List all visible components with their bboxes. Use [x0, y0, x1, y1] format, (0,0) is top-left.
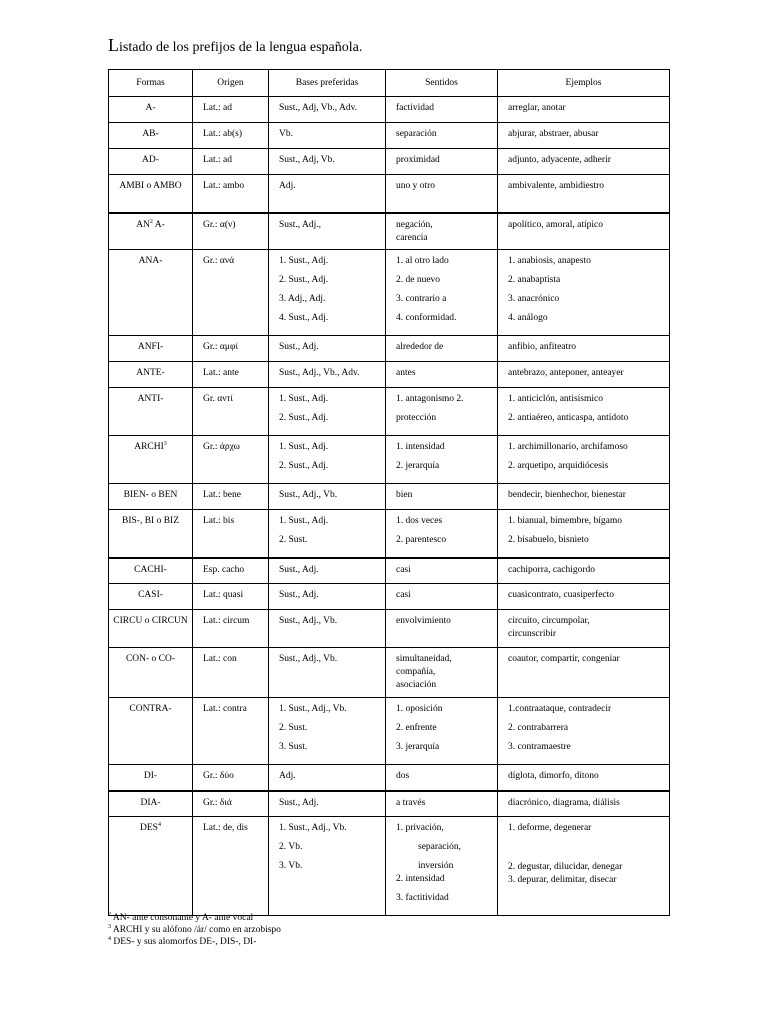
ejemplos-line: apolítico, amoral, atípico	[508, 219, 603, 230]
forma-text: AD-	[142, 155, 159, 165]
ejemplos-line: cuasicontrato, cuasiperfecto	[508, 590, 615, 600]
cell-ejemplos	[498, 509, 670, 558]
cell-origen: Lat.: ad	[193, 97, 269, 123]
table-row	[109, 213, 670, 250]
footnote-text: ARCHI y su alófono /ár/ como en arzobispo	[111, 925, 281, 935]
cell-forma	[109, 97, 193, 123]
cell-ejemplos	[498, 335, 670, 361]
cell-sentidos	[386, 361, 498, 387]
table-row	[109, 817, 670, 916]
forma-text: CASI-	[138, 590, 163, 600]
header-bases: Bases preferidas	[269, 70, 386, 97]
table-row	[109, 509, 670, 558]
bases-line: Sust., Adj, Vb., Adv.	[279, 103, 358, 113]
ejemplos-line: 1. anticiclón, antisísmico	[508, 393, 603, 404]
sentidos-line: 2. enfrente	[396, 723, 437, 733]
cell-bases	[269, 791, 386, 817]
cell-sentidos	[386, 97, 498, 123]
ejemplos-line: 3. contramaestre	[508, 742, 571, 752]
cell-origen: Gr.: αμφί	[193, 335, 269, 361]
cell-forma	[109, 791, 193, 817]
bases-line: Adj.	[279, 771, 296, 781]
cell-bases	[269, 648, 386, 698]
sentidos-line: 2. de nuevo	[396, 274, 441, 285]
cell-origen: Gr. αντί	[193, 387, 269, 435]
cell-bases	[269, 249, 386, 335]
cell-origen: Lat.: bis	[193, 509, 269, 558]
cell-sentidos	[386, 584, 498, 610]
forma-text: AB-	[142, 129, 159, 139]
cell-origen: Lat.: quasi	[193, 584, 269, 610]
cell-forma	[109, 387, 193, 435]
sentidos-line: 1. intensidad	[396, 441, 445, 452]
table-row	[109, 483, 670, 509]
forma-text: ANA-	[138, 255, 163, 266]
sentidos-line: asociación	[396, 680, 437, 690]
cell-forma	[109, 610, 193, 648]
cell-bases	[269, 610, 386, 648]
cell-bases	[269, 435, 386, 483]
cell-sentidos	[386, 387, 498, 435]
footnote	[108, 912, 281, 924]
ejemplos-line: antebrazo, anteponer, anteayer	[508, 367, 624, 378]
cell-forma	[109, 175, 193, 213]
ejemplos-line: coautor, compartir, congeniar	[508, 654, 620, 664]
ejemplos-line: bendecir, bienhechor, bienestar	[508, 489, 626, 500]
ejemplos-line: díglota, dimorfo, dítono	[508, 771, 599, 781]
bases-line: Sust., Adj.,	[279, 219, 321, 230]
cell-forma	[109, 361, 193, 387]
cell-bases	[269, 483, 386, 509]
bases-line: Sust., Adj, Vb.	[279, 155, 335, 165]
ejemplos-line: 3. depurar, delimitar, disecar	[508, 875, 617, 885]
ejemplos-line: circunscribir	[508, 629, 557, 639]
cell-bases	[269, 509, 386, 558]
forma-text: AN	[136, 219, 150, 230]
bases-line: 2. Sust., Adj.	[279, 412, 329, 423]
bases-line: 4. Sust., Adj.	[279, 312, 329, 323]
cell-forma	[109, 698, 193, 765]
footnote	[108, 924, 281, 936]
sentidos-line: 2. parentesco	[396, 534, 447, 545]
cell-sentidos	[386, 765, 498, 791]
forma-text: CIRCU o CIRCUN	[113, 616, 188, 626]
cell-origen: Lat.: con	[193, 648, 269, 698]
table-row	[109, 361, 670, 387]
cell-forma	[109, 435, 193, 483]
footnote-ref: 4	[157, 821, 161, 828]
bases-line: 1. Sust., Adj., Vb.	[279, 704, 347, 714]
bases-line: 1. Sust., Adj.	[279, 255, 329, 266]
ejemplos-line: 3. anacrónico	[508, 293, 560, 304]
footnote-ref: 2	[149, 218, 153, 225]
cell-forma	[109, 648, 193, 698]
sentidos-line: casi	[396, 564, 411, 575]
cell-forma	[109, 558, 193, 584]
sentidos-line: 1. al otro lado	[396, 255, 449, 266]
cell-ejemplos	[498, 558, 670, 584]
sentidos-line: separación	[396, 129, 437, 139]
table-header-row	[109, 70, 670, 97]
ejemplos-line: 2. arquetipo, arquidiócesis	[508, 460, 609, 471]
bases-line: Adj.	[279, 181, 296, 191]
cell-bases	[269, 213, 386, 250]
forma-suffix: A-	[152, 219, 165, 230]
footnote-ref: 3	[163, 440, 167, 447]
cell-sentidos	[386, 483, 498, 509]
ejemplos-line: anfibio, anfiteatro	[508, 341, 577, 352]
cell-bases	[269, 97, 386, 123]
sentidos-line: proximidad	[396, 155, 440, 165]
ejemplos-line: arreglar, anotar	[508, 103, 566, 113]
cell-forma	[109, 817, 193, 916]
cell-origen: Lat.: ad	[193, 149, 269, 175]
sentidos-line: protección	[396, 412, 437, 423]
cell-sentidos	[386, 610, 498, 648]
sentidos-line: carencia	[396, 232, 428, 243]
cell-forma	[109, 509, 193, 558]
header-ejemplos: Ejemplos	[498, 70, 670, 97]
sentidos-line: 1. dos veces	[396, 515, 443, 526]
bases-line: 1. Sust., Adj.	[279, 515, 329, 526]
forma-text: BIS-, BI o BIZ	[122, 515, 179, 526]
footnote	[108, 936, 281, 948]
cell-sentidos	[386, 213, 498, 250]
sentidos-line: 1. privación,	[396, 823, 444, 833]
cell-forma	[109, 213, 193, 250]
bases-line: 1. Sust., Adj.	[279, 441, 329, 452]
cell-origen: Lat.: de, dis	[193, 817, 269, 916]
cell-origen: Lat.: contra	[193, 698, 269, 765]
cell-ejemplos	[498, 584, 670, 610]
cell-origen: Gr.: α(ν)	[193, 213, 269, 250]
bases-line: Sust., Adj.	[279, 590, 319, 600]
footnote-number: 4	[108, 935, 111, 942]
bases-line: Sust., Adj.	[279, 564, 319, 575]
cell-bases	[269, 387, 386, 435]
table-row	[109, 175, 670, 213]
bases-line: Sust., Adj., Vb., Adv.	[279, 367, 360, 378]
cell-forma	[109, 149, 193, 175]
cell-ejemplos	[498, 817, 670, 916]
bases-line: 3. Vb.	[279, 861, 303, 871]
table-row	[109, 791, 670, 817]
forma-text: ARCHI	[134, 441, 164, 452]
sentidos-line: 3. contrario a	[396, 293, 447, 304]
bases-line: Sust., Adj.	[279, 341, 319, 352]
sentidos-line: 1. oposición	[396, 704, 443, 714]
cell-sentidos	[386, 817, 498, 916]
footnote-number: 2	[108, 911, 111, 918]
bases-line: 2. Vb.	[279, 842, 303, 852]
title-initial: L	[108, 35, 119, 55]
cell-origen: Esp. cacho	[193, 558, 269, 584]
sentidos-line: casi	[396, 590, 411, 600]
forma-text: BIEN- o BEN	[123, 489, 178, 500]
forma-text: CONTRA-	[129, 704, 172, 714]
cell-bases	[269, 558, 386, 584]
sentidos-line: simultaneidad,	[396, 654, 452, 664]
forma-text: A-	[145, 103, 156, 113]
sentidos-line: 2. intensidad	[396, 874, 445, 884]
header-formas: Formas	[109, 70, 193, 97]
ejemplos-line: 1. deforme, degenerar	[508, 823, 592, 833]
forma-text: ANTE-	[136, 367, 165, 378]
cell-ejemplos	[498, 387, 670, 435]
forma-text: DES	[140, 823, 158, 833]
cell-origen: Gr.: δύο	[193, 765, 269, 791]
spacer	[508, 841, 666, 861]
cell-ejemplos	[498, 175, 670, 213]
footnote-number: 3	[108, 923, 111, 930]
table-row	[109, 765, 670, 791]
footnotes	[108, 912, 281, 948]
cell-sentidos	[386, 149, 498, 175]
header-origen: Origen	[193, 70, 269, 97]
table-row	[109, 335, 670, 361]
bases-line: 3. Adj., Adj.	[279, 293, 326, 304]
bases-line: Sust., Adj., Vb.	[279, 654, 338, 664]
cell-sentidos	[386, 791, 498, 817]
cell-sentidos	[386, 509, 498, 558]
cell-origen: Lat.: ambo	[193, 175, 269, 213]
cell-origen: Gr.: διά	[193, 791, 269, 817]
ejemplos-line: 1. anabiosis, anapesto	[508, 255, 591, 266]
cell-bases	[269, 584, 386, 610]
ejemplos-line: circuito, circumpolar,	[508, 616, 590, 626]
footnote-text: AN- ante consonante y A- ante vocal	[111, 913, 254, 923]
cell-forma	[109, 249, 193, 335]
page-title	[108, 35, 362, 56]
sentidos-line: 2. jerarquía	[396, 460, 440, 471]
cell-bases	[269, 123, 386, 149]
cell-sentidos	[386, 335, 498, 361]
cell-ejemplos	[498, 698, 670, 765]
table-row	[109, 387, 670, 435]
sentidos-line: inversión	[418, 861, 454, 871]
bases-line: 2. Sust., Adj.	[279, 460, 329, 471]
bases-line: 2. Sust., Adj.	[279, 274, 329, 285]
cell-ejemplos	[498, 123, 670, 149]
cell-sentidos	[386, 698, 498, 765]
forma-text: DI-	[143, 771, 158, 781]
table-row	[109, 648, 670, 698]
cell-bases	[269, 698, 386, 765]
sentidos-line: 3. factitividad	[396, 893, 449, 903]
sentidos-line: 1. antagonismo 2.	[396, 393, 464, 404]
sentidos-line: uno y otro	[396, 181, 436, 191]
cell-forma	[109, 765, 193, 791]
ejemplos-line: adjunto, adyacente, adherir	[508, 155, 611, 165]
table-row	[109, 584, 670, 610]
ejemplos-line: 2. degustar, dilucidar, denegar	[508, 862, 623, 872]
sentidos-line: a través	[396, 797, 426, 808]
table-row	[109, 149, 670, 175]
bases-line: Vb.	[279, 129, 293, 139]
sentidos-line: 3. jerarquía	[396, 742, 440, 752]
cell-sentidos	[386, 249, 498, 335]
cell-sentidos	[386, 435, 498, 483]
cell-origen: Gr.: άρχω	[193, 435, 269, 483]
bases-line: 1. Sust., Adj.	[279, 393, 329, 404]
cell-forma	[109, 483, 193, 509]
cell-bases	[269, 817, 386, 916]
cell-ejemplos	[498, 213, 670, 250]
cell-ejemplos	[498, 791, 670, 817]
cell-bases	[269, 765, 386, 791]
sentidos-line: compañía,	[396, 667, 436, 677]
forma-text: AMBI o AMBO	[119, 181, 182, 191]
cell-origen: Gr.: ανά	[193, 249, 269, 335]
sentidos-line: separación,	[418, 842, 461, 852]
cell-ejemplos	[498, 610, 670, 648]
header-sentidos: Sentidos	[386, 70, 498, 97]
forma-text: ANTI-	[137, 393, 164, 404]
sentidos-line: negación,	[396, 219, 433, 230]
cell-ejemplos	[498, 149, 670, 175]
cell-ejemplos	[498, 361, 670, 387]
table-row	[109, 698, 670, 765]
forma-text: DIA-	[140, 797, 161, 808]
bases-line: 2. Sust.	[279, 534, 308, 545]
bases-line: Sust., Adj., Vb.	[279, 616, 338, 626]
ejemplos-line: 2. antiaéreo, anticaspa, antídoto	[508, 412, 629, 423]
cell-ejemplos	[498, 483, 670, 509]
forma-text: ANFI-	[137, 341, 164, 352]
table-row	[109, 610, 670, 648]
ejemplos-line: abjurar, abstraer, abusar	[508, 129, 599, 139]
cell-bases	[269, 361, 386, 387]
cell-forma	[109, 584, 193, 610]
forma-text: CACHI-	[134, 564, 167, 575]
cell-origen: Lat.: ab(s)	[193, 123, 269, 149]
table-row	[109, 97, 670, 123]
cell-forma	[109, 335, 193, 361]
cell-ejemplos	[498, 648, 670, 698]
ejemplos-line: 4. análogo	[508, 312, 548, 323]
ejemplos-line: cachiporra, cachigordo	[508, 564, 596, 575]
cell-sentidos	[386, 648, 498, 698]
sentidos-line: bien	[396, 489, 413, 500]
bases-line: 3. Sust.	[279, 742, 308, 752]
table-row	[109, 558, 670, 584]
ejemplos-line: 1.contraataque, contradecir	[508, 704, 612, 714]
cell-sentidos	[386, 123, 498, 149]
ejemplos-line: 2. anabaptista	[508, 274, 561, 285]
sentidos-line: antes	[396, 367, 416, 378]
cell-ejemplos	[498, 765, 670, 791]
ejemplos-line: 2. bisabuelo, bisnieto	[508, 534, 589, 545]
title-rest: istado de los prefijos de la lengua española.	[119, 40, 363, 55]
sentidos-line: alrededor de	[396, 341, 444, 352]
table-row	[109, 435, 670, 483]
table-row	[109, 249, 670, 335]
sentidos-line: 4. conformidad.	[396, 312, 457, 323]
cell-sentidos	[386, 175, 498, 213]
cell-bases	[269, 335, 386, 361]
ejemplos-line: 2. contrabarrera	[508, 723, 569, 733]
sentidos-line: dos	[396, 771, 410, 781]
ejemplos-line: diacrónico, diagrama, diálisis	[508, 797, 620, 808]
cell-origen: Lat.: circum	[193, 610, 269, 648]
cell-ejemplos	[498, 97, 670, 123]
cell-sentidos	[386, 558, 498, 584]
ejemplos-line: ambivalente, ambidiestro	[508, 181, 605, 191]
bases-line: Sust., Adj., Vb.	[279, 489, 338, 500]
cell-origen: Lat.: ante	[193, 361, 269, 387]
cell-origen: Lat.: bene	[193, 483, 269, 509]
cell-ejemplos	[498, 249, 670, 335]
cell-forma	[109, 123, 193, 149]
cell-bases	[269, 175, 386, 213]
forma-text: CON- o CO-	[125, 654, 176, 664]
table-row	[109, 123, 670, 149]
sentidos-line: envolvimiento	[396, 616, 451, 626]
ejemplos-line: 1. archimillonario, archifamoso	[508, 441, 628, 452]
bases-line: 1. Sust., Adj., Vb.	[279, 823, 347, 833]
cell-bases	[269, 149, 386, 175]
footnote-text: DES- y sus alomorfos DE-, DIS-, DI-	[111, 937, 257, 947]
prefix-table	[108, 69, 670, 916]
ejemplos-line: 1. bianual, bimembre, bígamo	[508, 515, 622, 526]
bases-line: Sust., Adj.	[279, 797, 319, 808]
cell-ejemplos	[498, 435, 670, 483]
sentidos-line: factividad	[396, 103, 434, 113]
bases-line: 2. Sust.	[279, 723, 308, 733]
